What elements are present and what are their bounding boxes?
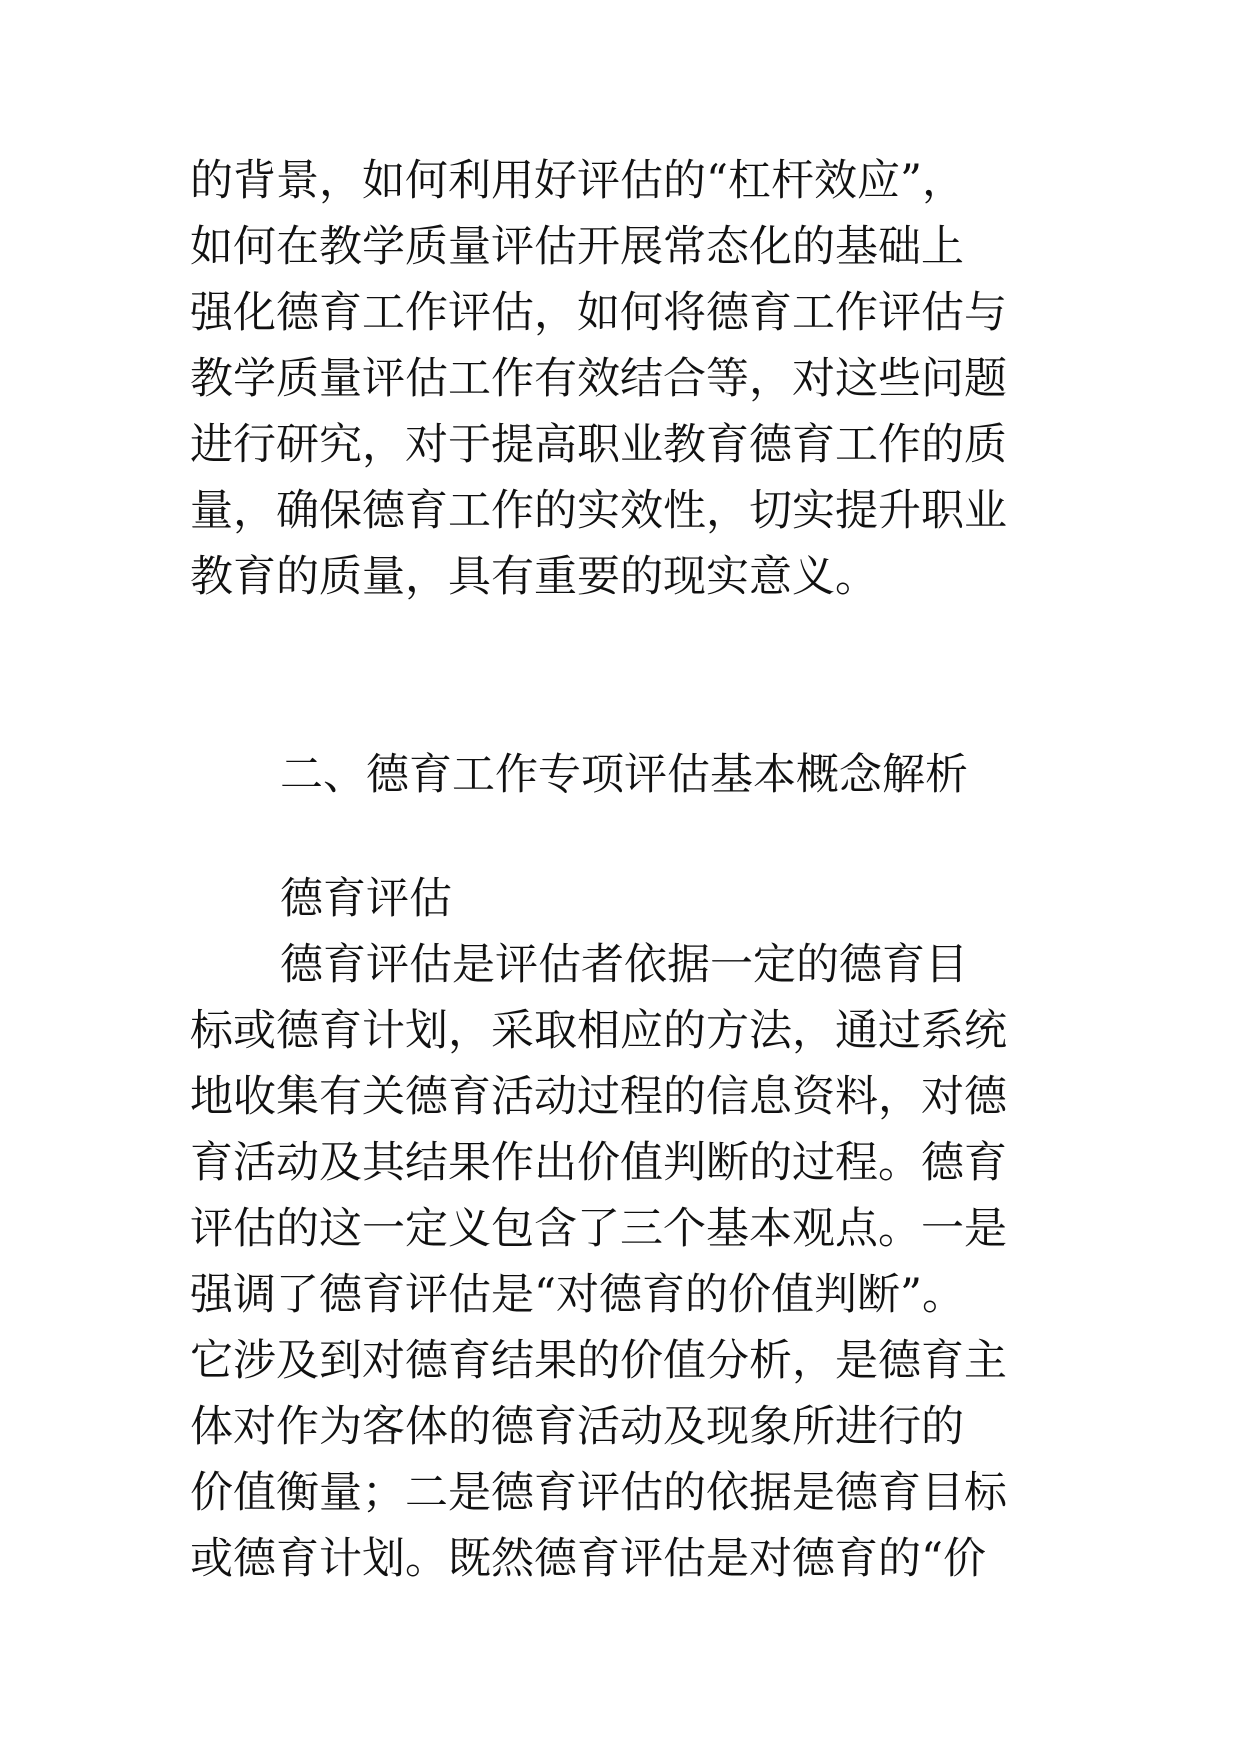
paragraph-line: 地收集有关德育活动过程的信息资料，对德: [190, 1072, 1007, 1122]
paragraph-line: 教育的质量，具有重要的现实意义。: [190, 552, 878, 602]
paragraph-line: 德育评估是评估者依据一定的德育目: [280, 940, 968, 990]
paragraph-line: 教学质量评估工作有效结合等，对这些问题: [190, 354, 1007, 404]
paragraph-line: 价值衡量；二是德育评估的依据是德育目标: [190, 1468, 1007, 1518]
paragraph-line: 强化德育工作评估，如何将德育工作评估与: [190, 288, 1007, 338]
paragraph-line: 进行研究，对于提高职业教育德育工作的质: [190, 420, 1007, 470]
paragraph-line: 或德育计划。既然德育评估是对德育的“价: [190, 1534, 986, 1584]
paragraph-line: 标或德育计划，采取相应的方法，通过系统: [190, 1006, 1007, 1056]
paragraph-line: 强调了德育评估是“对德育的价值判断”。: [190, 1270, 965, 1320]
paragraph-line: 评估的这一定义包含了三个基本观点。一是: [190, 1204, 1007, 1254]
paragraph-line: 的背景，如何利用好评估的“杠杆效应”，: [190, 156, 965, 206]
paragraph-line: 量，确保德育工作的实效性，切实提升职业: [190, 486, 1007, 536]
section-heading: 二、德育工作专项评估基本概念解析: [280, 750, 968, 800]
paragraph-line: 育活动及其结果作出价值判断的过程。德育: [190, 1138, 1007, 1188]
subheading: 德育评估: [280, 874, 452, 924]
paragraph-line: 它涉及到对德育结果的价值分析，是德育主: [190, 1336, 1007, 1386]
paragraph-line: 如何在教学质量评估开展常态化的基础上: [190, 222, 964, 272]
paragraph-line: 体对作为客体的德育活动及现象所进行的: [190, 1402, 964, 1452]
